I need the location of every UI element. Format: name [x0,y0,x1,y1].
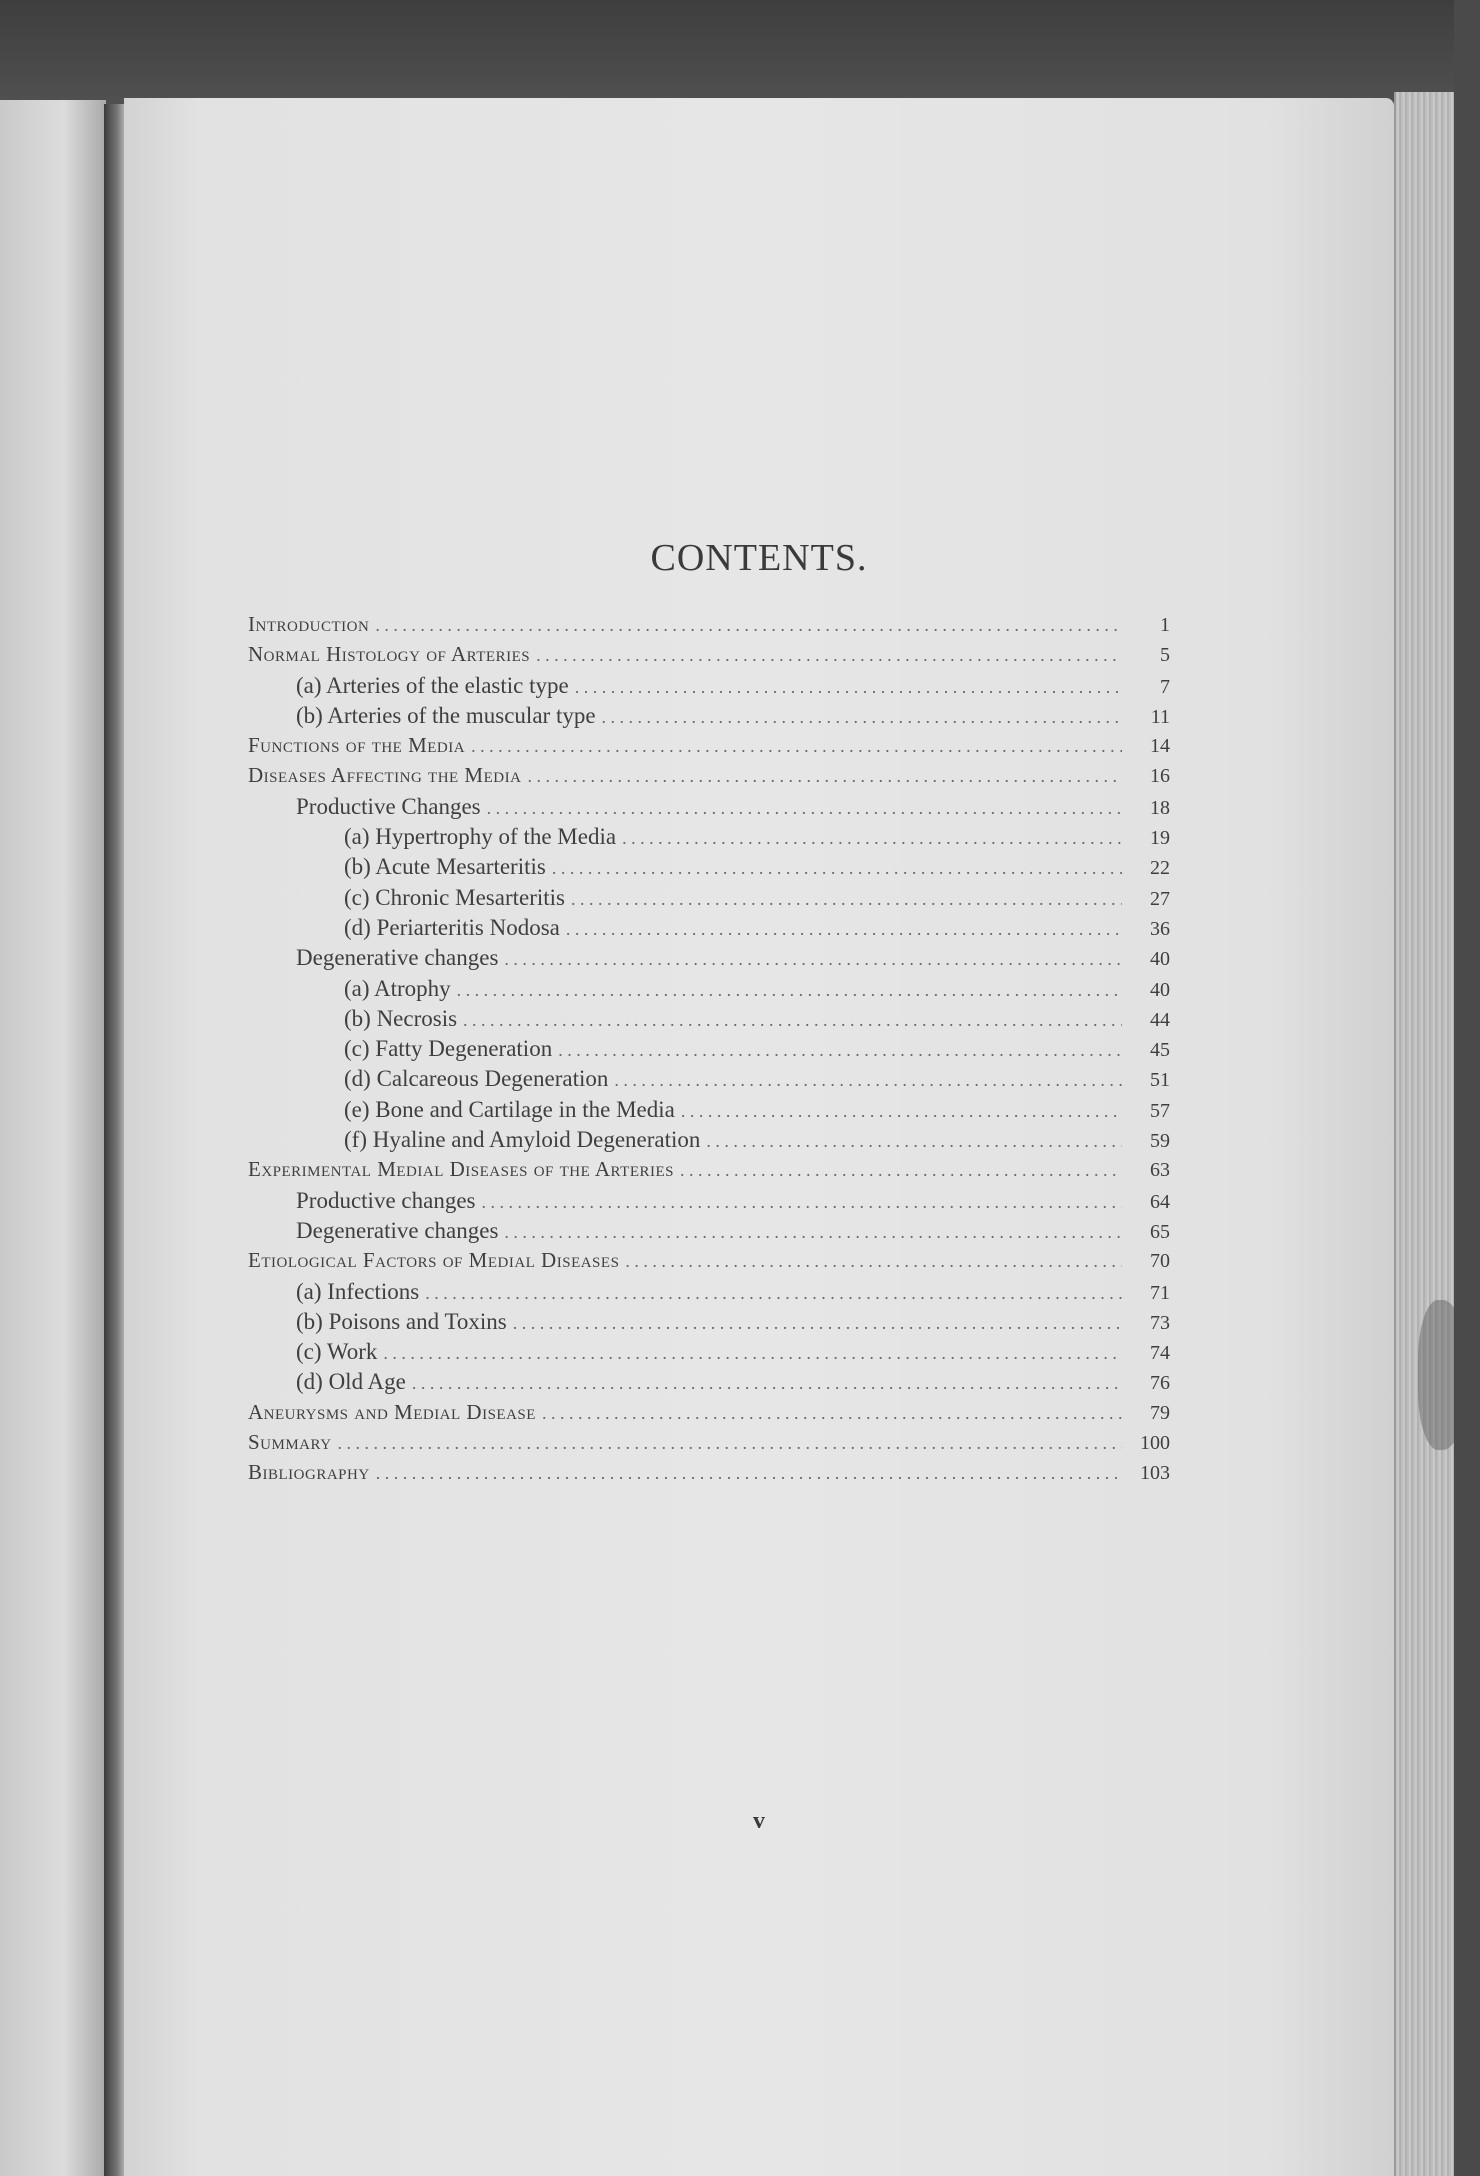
toc-entry-page: 45 [1150,1039,1170,1062]
toc-entry-page: 65 [1150,1220,1170,1243]
toc-entry [248,1309,1170,1339]
toc-entry-title: Productive Changes [296,793,481,819]
toc-entry [248,1218,1170,1248]
toc-entry-title: (b) Poisons and Toxins [296,1308,507,1334]
toc-entry-title: Summary [248,1430,332,1455]
dot-leader [504,1222,1122,1243]
toc-entry-title: Degenerative changes [296,1217,499,1243]
toc-entry-title: (e) Bone and Cartilage in the Media [344,1096,675,1122]
toc-entry-title: (b) Acute Mesarteritis [344,854,546,880]
toc-entry-page: 5 [1160,644,1170,667]
dot-leader [566,919,1122,940]
dot-leader [575,677,1122,698]
dot-leader [552,858,1122,879]
toc-entry [248,642,1170,672]
toc-entry [248,1127,1170,1157]
toc-entry-title: (c) Fatty Degeneration [344,1036,553,1062]
toc-entry-page: 64 [1150,1190,1170,1213]
toc-entry [248,824,1170,854]
toc-entry-title: (a) Atrophy [344,975,451,1001]
dot-leader [471,736,1122,757]
toc-entry-page: 63 [1150,1159,1170,1182]
toc-entry [248,673,1170,703]
dot-leader [571,889,1122,910]
toc-entry-title: Introduction [248,612,370,636]
toc-entry-page: 74 [1150,1342,1170,1365]
toc-entry-title: Degenerative changes [296,945,499,971]
background-strip [1454,0,1480,2176]
toc-entry-title: (d) Calcareous Degeneration [344,1066,609,1092]
toc-entry [248,854,1170,884]
toc-entry-page: 18 [1150,796,1170,819]
toc-entry [248,1369,1170,1399]
toc-entry-page: 19 [1150,827,1170,850]
toc-entry [248,976,1170,1006]
toc-entry-page: 59 [1150,1130,1170,1153]
toc-entry-page: 36 [1150,917,1170,940]
toc-entry [248,885,1170,915]
toc-entry [248,703,1170,733]
toc-entry-page: 16 [1150,765,1170,788]
dot-leader [425,1283,1122,1304]
toc-entry-page: 103 [1140,1462,1170,1485]
toc-entry-page: 1 [1160,614,1170,636]
book-gutter [104,104,126,2176]
dot-leader [625,1251,1122,1272]
toc-entry [248,1460,1170,1490]
dot-leader [376,1463,1122,1484]
toc-entry [248,915,1170,945]
toc-entry-title: Productive changes [296,1187,476,1213]
toc-entry [248,1188,1170,1218]
dot-leader [602,707,1122,728]
table-of-contents [248,612,1170,1491]
toc-entry-title: (a) Infections [296,1278,420,1304]
toc-entry-page: 11 [1150,705,1170,728]
toc-entry [248,1006,1170,1036]
dot-leader [481,1192,1122,1213]
toc-entry [248,1339,1170,1369]
dot-leader [681,1101,1122,1122]
toc-entry-page: 44 [1150,1008,1170,1031]
toc-entry-title: Aneurysms and Medial Disease [248,1399,536,1424]
toc-entry [248,1157,1170,1187]
dot-leader [375,615,1122,636]
toc-entry [248,1400,1170,1430]
toc-entry-page: 79 [1150,1401,1170,1424]
toc-entry [248,1066,1170,1096]
toc-entry-page: 40 [1150,948,1170,971]
left-page-edge [0,100,106,2176]
toc-entry-title: Normal Histology of Arteries [248,642,531,667]
toc-entry-title: Etiological Factors of Medial Diseases [248,1248,620,1273]
dot-leader [487,798,1122,819]
dot-leader [558,1040,1122,1061]
toc-entry-page: 100 [1140,1432,1170,1455]
toc-entry [248,1036,1170,1066]
toc-entry-page: 71 [1150,1281,1170,1304]
toc-entry-title: Diseases Affecting the Media [248,763,522,788]
contents-heading: CONTENTS. [650,537,868,579]
toc-entry-title: (a) Hypertrophy of the Media [344,824,617,850]
toc-entry-page: 70 [1150,1250,1170,1273]
toc-entry-title: (b) Arteries of the muscular type [296,702,596,728]
page-edges [1394,92,1456,2176]
dot-leader [622,828,1122,849]
toc-entry-title: (d) Periarteritis Nodosa [344,914,560,940]
toc-entry [248,1248,1170,1278]
toc-entry-title: Functions of the Media [248,733,466,758]
toc-entry-page: 73 [1150,1311,1170,1334]
dot-leader [542,1403,1122,1424]
toc-entry-page: 7 [1160,675,1170,698]
dot-leader [457,980,1122,1001]
page-folio: v [753,1808,765,1834]
toc-entry-title: Bibliography [248,1460,370,1485]
dot-leader [338,1433,1122,1454]
toc-entry [248,733,1170,763]
dot-leader [513,1313,1122,1334]
toc-entry-page: 14 [1150,735,1170,758]
toc-entry [248,1097,1170,1127]
toc-entry-title: (a) Arteries of the elastic type [296,672,569,698]
toc-entry-page: 51 [1150,1069,1170,1092]
toc-entry [248,1430,1170,1460]
dot-leader [706,1131,1122,1152]
dot-leader [463,1010,1122,1031]
dot-leader [680,1160,1122,1181]
toc-entry [248,763,1170,793]
toc-entry-title: (c) Chronic Mesarteritis [344,884,565,910]
dot-leader [614,1070,1122,1091]
toc-entry [248,794,1170,824]
toc-entry-title: (b) Necrosis [344,1005,458,1031]
toc-entry [248,945,1170,975]
toc-entry [248,1279,1170,1309]
toc-entry-page: 22 [1150,857,1170,880]
toc-entry-title: (d) Old Age [296,1369,406,1395]
toc-entry-title: (f) Hyaline and Amyloid Degeneration [344,1127,701,1153]
dot-leader [383,1343,1122,1364]
dot-leader [527,766,1122,787]
dot-leader [412,1373,1122,1394]
toc-entry-page: 40 [1150,978,1170,1001]
dot-leader [504,949,1122,970]
toc-entry-title: (c) Work [296,1339,378,1365]
toc-entry [248,612,1170,642]
toc-entry-title: Experimental Medial Diseases of the Arteries [248,1157,674,1182]
toc-entry-page: 76 [1150,1372,1170,1395]
toc-entry-page: 27 [1150,887,1170,910]
dot-leader [536,645,1122,666]
toc-entry-page: 57 [1150,1099,1170,1122]
